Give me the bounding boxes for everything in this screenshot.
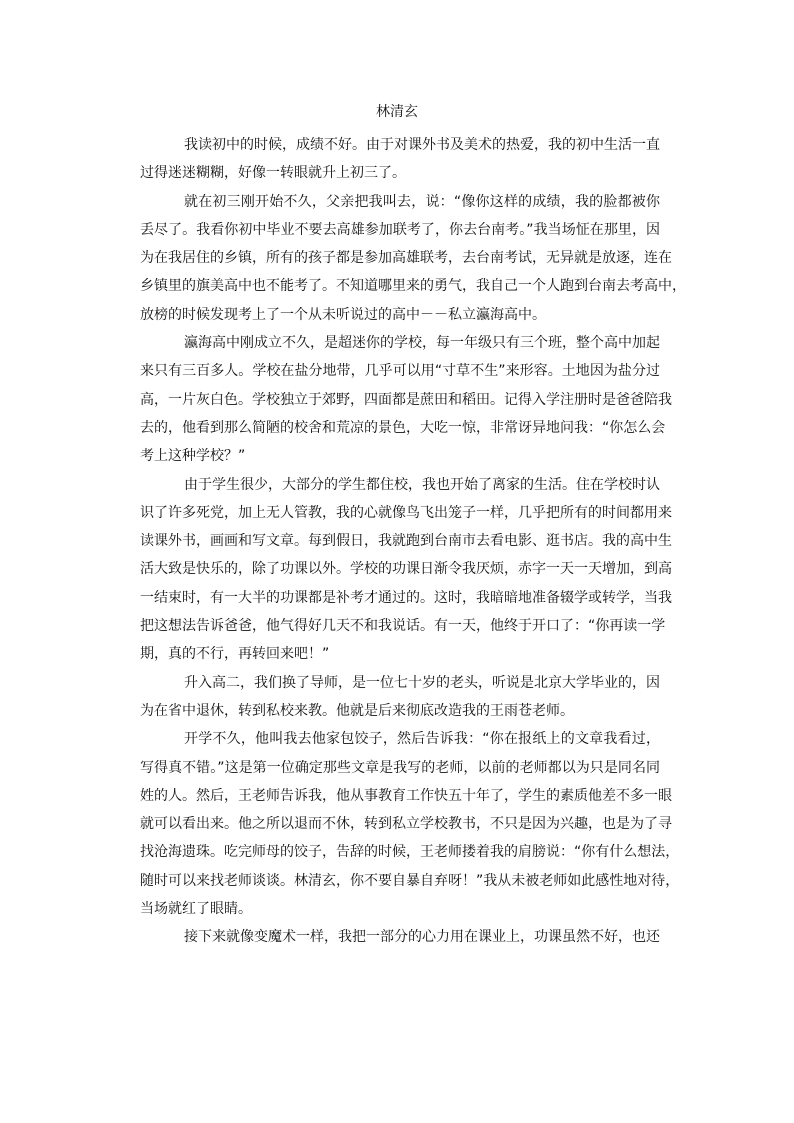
paragraph (140, 188, 686, 329)
text-line: 当场就红了眼睛。 (140, 901, 252, 918)
text-line: 高，一片灰白色。学校独立于郊野，四面都是蔗田和稻田。记得入学注册时是爸爸陪我 (140, 391, 672, 408)
text-line: 把这想法告诉爸爸，他气得好几天不和我说话。有一天，他终于开口了：“你再读一学 (140, 618, 666, 635)
text-line: 为在省中退休，转到私校来教。他就是后来彻底改造我的王雨苍老师。 (140, 702, 574, 719)
text-line: 来只有三百多人。学校在盐分地带，几乎可以用“寸草不生”来形容。土地因为盐分过 (140, 363, 660, 380)
paragraph (140, 329, 672, 470)
text-line: 考上这种学校？” (140, 448, 246, 465)
text-line: 我读初中的时候，成绩不好。由于对课外书及美术的热爱，我的初中生活一直 (184, 137, 660, 153)
paragraph (140, 923, 660, 951)
paragraph (140, 725, 680, 923)
text-line: 升入高二，我们换了导师，是一位七十岁的老头，听说是北京大学毕业的，因 (184, 674, 660, 691)
document-title: 林清玄 (376, 104, 418, 120)
text-line: 就可以看出来。他之所以退而不休，转到私立学校教书，不只是因为兴趣，也是为了寻 (140, 816, 672, 833)
text-line: 放榜的时候发现考上了一个从未听说过的高中－－私立瀛海高中。 (140, 306, 546, 323)
text-line: 找沧海遗珠。吃完师母的饺子，告辞的时候，王老师搂着我的肩膀说：“你有什么想法， (140, 844, 680, 861)
paragraph (140, 131, 660, 188)
text-line: 由于学生很少，大部分的学生都住校，我也开始了离家的生活。住在学校时认 (184, 476, 660, 493)
document-body (140, 131, 686, 952)
text-line: 识了许多死党，加上无人管教，我的心就像鸟飞出笼子一样，几乎把所有的时间都用来 (140, 504, 672, 521)
text-line: 去的，他看到那么简陋的校舍和荒凉的景色，大吃一惊，非常讶异地问我：“你怎么会 (140, 419, 666, 436)
text-line: 姓的人。然后，王老师告诉我，他从事教育工作快五十年了，学生的素质他差不多一眼 (140, 787, 672, 804)
text-line: 就在初三刚开始不久，父亲把我叫去，说：“像你这样的成绩，我的脸都被你 (184, 193, 660, 210)
text-line: 期，真的不行，再转回来吧！” (140, 646, 330, 663)
text-line: 一结束时，有一大半的功课都是补考才通过的。这时，我暗暗地准备辍学或转学，当我 (140, 589, 672, 606)
text-line: 瀛海高中刚成立不久，是超迷你的学校，每一年级只有三个班，整个高中加起 (184, 335, 660, 352)
paragraph (140, 669, 660, 726)
text-line: 活大致是快乐的，除了功课以外。学校的功课日渐令我厌烦，赤字一天一天增加，到高 (140, 561, 672, 578)
text-line: 丢尽了。我看你初中毕业不要去高雄参加联考了，你去台南考。”我当场怔在那里，因 (140, 221, 660, 238)
text-line: 接下来就像变魔术一样，我把一部分的心力用在课业上，功课虽然不好，也还 (184, 929, 660, 946)
text-line: 写得真不错。”这是第一位确定那些文章是我写的老师，以前的老师都以为只是同名同 (140, 759, 660, 776)
text-line: 随时可以来找老师谈谈。林清玄，你不要自暴自弃呀！”我从未被老师如此感性地对待， (140, 872, 680, 889)
text-line: 开学不久，他叫我去他家包饺子，然后告诉我：“你在报纸上的文章我看过， (184, 731, 660, 748)
paragraph (140, 471, 672, 669)
text-line: 过得迷迷糊糊，好像一转眼就升上初三了。 (140, 165, 406, 182)
text-line: 为在我居住的乡镇，所有的孩子都是参加高雄联考，去台南考试，无异就是放逐，连在 (140, 250, 672, 267)
text-line: 乡镇里的旗美高中也不能考了。不知道哪里来的勇气，我自己一个人跑到台南去考高中， (140, 278, 686, 295)
text-line: 读课外书，画画和写文章。每到假日，我就跑到台南市去看电影、逛书店。我的高中生 (140, 533, 672, 550)
